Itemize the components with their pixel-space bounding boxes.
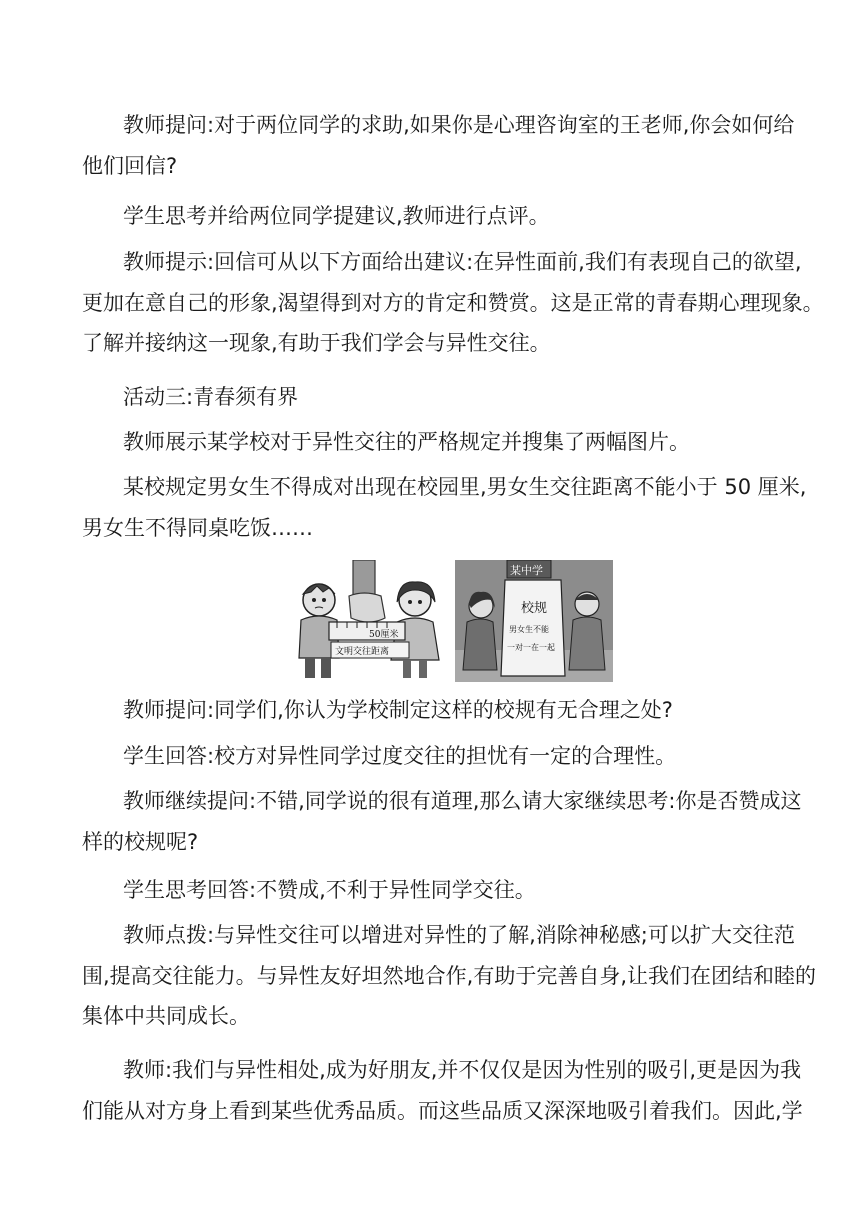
paragraph-line: 他们回信? bbox=[82, 153, 178, 178]
paragraph-line: 教师点拨:与异性交往可以增进对异性的了解,消除神秘感;可以扩大交往范 bbox=[123, 923, 795, 947]
cartoon-school-rule bbox=[455, 560, 613, 682]
notice-title: 校规 bbox=[521, 601, 548, 616]
paragraph-line: 教师提问:对于两位同学的求助,如果你是心理咨询室的王老师,你会如何给 bbox=[123, 113, 795, 137]
paragraph-line: 学生思考回答:不赞成,不利于异性同学交往。 bbox=[123, 878, 536, 902]
paragraph-5 bbox=[82, 467, 807, 548]
paragraph-line: 学生回答:校方对异性同学过度交往的担忧有一定的合理性。 bbox=[123, 744, 677, 768]
paragraph-line: 活动三:青春须有界 bbox=[123, 385, 299, 409]
paragraph-line: 们能从对方身上看到某些优秀品质。而这些品质又深深地吸引着我们。因此,学 bbox=[82, 1098, 803, 1123]
paragraph-line: 教师提示:回信可从以下方面给出建议:在异性面前,我们有表现自己的欲望, bbox=[123, 250, 802, 274]
paragraph-line: 了解并接纳这一现象,有助于我们学会与异性交往。 bbox=[82, 331, 551, 355]
school-sign: 某中学 bbox=[510, 564, 543, 577]
paragraph-line: 更加在意自己的形象,渴望得到对方的肯定和赞赏。这是正常的青春期心理现象。 bbox=[82, 290, 824, 315]
paragraph-line: 某校规定男女生不得成对出现在校园里,男女生交往距离不能小于 50 厘米, bbox=[123, 475, 807, 499]
paragraph-line: 学生思考并给两位同学提建议,教师进行点评。 bbox=[123, 204, 550, 228]
cartoon-distance-ruler bbox=[289, 560, 447, 682]
notice-line-1: 男女生不能 bbox=[509, 625, 549, 634]
paragraph-2 bbox=[82, 196, 782, 237]
notice-line-2: 一对一在一起 bbox=[507, 643, 555, 652]
paragraph-line: 集体中共同成长。 bbox=[82, 1004, 250, 1028]
paragraph-6 bbox=[82, 690, 782, 731]
paragraph-line: 教师提问:同学们,你认为学校制定这样的校规有无合理之处? bbox=[123, 698, 673, 722]
paragraph-line: 教师展示某学校对于异性交往的严格规定并搜集了两幅图片。 bbox=[123, 430, 690, 454]
paragraph-line: 样的校规呢? bbox=[82, 829, 199, 854]
paragraph-4 bbox=[82, 422, 782, 463]
paragraph-1 bbox=[82, 105, 795, 186]
section-heading bbox=[82, 377, 782, 418]
paragraph-line: 男女生不得同桌吃饭…… bbox=[82, 515, 313, 540]
paragraph-7 bbox=[82, 736, 782, 777]
paragraph-11 bbox=[82, 1050, 803, 1131]
paragraph-3 bbox=[82, 242, 824, 364]
sign-text: 文明交往距离 bbox=[335, 647, 390, 657]
paragraph-line: 围,提高交往能力。与异性友好坦然地合作,有助于完善自身,让我们在团结和睦的 bbox=[82, 963, 817, 988]
paragraph-line: 教师继续提问:不错,同学说的很有道理,那么请大家继续思考:你是否赞成这 bbox=[123, 789, 802, 813]
paragraph-9 bbox=[82, 870, 782, 911]
paragraph-8 bbox=[82, 781, 802, 862]
illustration bbox=[289, 560, 613, 682]
ruler-label: 50厘米 bbox=[369, 630, 399, 640]
paragraph-line: 教师:我们与异性相处,成为好朋友,并不仅仅是因为性别的吸引,更是因为我 bbox=[123, 1058, 802, 1082]
paragraph-10 bbox=[82, 915, 817, 1037]
